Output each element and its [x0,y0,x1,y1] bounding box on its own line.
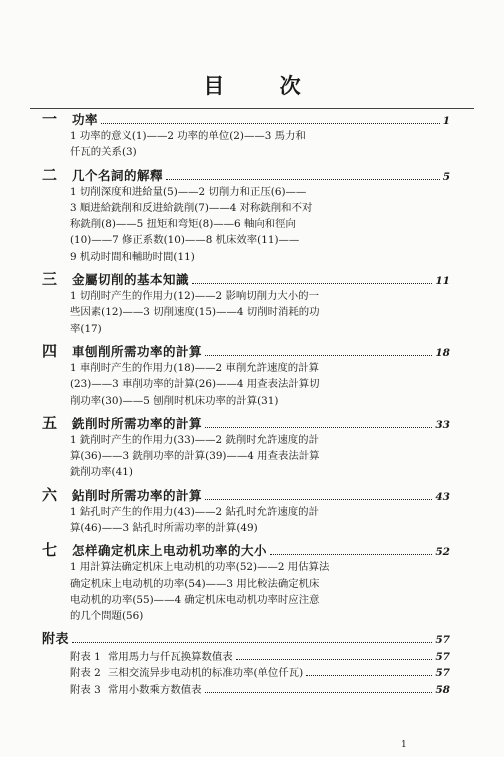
dot-leader [205,692,433,693]
subsection-line: 仟瓦的关系(3) [70,146,137,159]
dot-leader [205,427,432,428]
chapter-page-number: 43 [435,490,450,503]
appendix-heading[interactable] [42,628,450,648]
chapter-page-number: 52 [435,546,450,559]
subsection-line: (10)——7 修正系数(10)——8 机床效率(11)—— [70,234,300,247]
chapter-number: 四 [42,341,58,360]
subsection-line: 率(17) [70,322,102,335]
toc-chapter [42,268,450,337]
chapter-heading[interactable] [42,108,450,128]
appendix-item-label: 附表 3 [70,683,101,696]
chapter-title: 功率 [72,112,99,127]
appendix-item-page: 57 [435,667,450,680]
chapter-title: 怎样确定机床上电动机功率的大小 [72,543,268,559]
subsection-line: 1 切削时产生的作用力(12)——2 影响切削力大小的一 [70,290,319,303]
chapter-heading[interactable] [42,340,450,360]
table-of-contents [42,108,450,697]
subsection-line: 1 用計算法确定机床上电动机的功率(52)——2 用估算法 [70,561,330,574]
chapter-page-number: 1 [442,115,450,127]
chapter-number: 三 [42,270,58,289]
chapter-page-number: 11 [435,275,450,288]
appendix-item[interactable] [42,664,450,681]
chapter-page-number: 33 [435,418,450,431]
chapter-heading[interactable] [42,164,450,184]
dot-leader [270,554,432,555]
chapter-subsections [42,432,450,481]
appendix-page-number: 57 [435,633,450,646]
toc-chapter [42,484,450,537]
subsection-line: 削功率(30)——5 刨削时机床功率的計算(31) [70,394,279,407]
chapter-heading[interactable] [42,484,450,504]
subsection-line: 些因素(12)——3 切削速度(15)——4 切削时消耗的功 [70,306,320,319]
toc-chapter [42,164,450,265]
toc-chapter [42,340,450,409]
appendix-item[interactable] [42,648,450,665]
page-number: 1 [401,740,407,750]
appendix-item-title: 三相交流异步电动机的标准功率(单位仟瓦) [108,667,304,680]
dot-leader [205,355,432,356]
chapter-subsections [42,504,450,537]
subsection-line: 1 切削深度和进給量(5)——2 切削力和正压(6)—— [70,185,307,198]
chapter-heading[interactable] [42,539,450,559]
chapter-number: 六 [42,485,58,504]
subsection-line: 算(46)——3 鉆孔时所需功率的計算(49) [70,522,258,535]
subsection-line: 銑削功率(41) [70,466,133,479]
dot-leader [236,659,433,660]
dot-leader [205,499,432,500]
subsection-line: 1 鉆孔时产生的作用力(43)——2 鉆孔时允許速度的計 [70,505,319,518]
chapter-title: 車刨削所需功率的計算 [72,343,203,359]
subsection-line: 9 机动时間和輔助时間(11) [70,250,195,263]
subsection-line: 确定机床上电动机的功率(54)——3 用比較法确定机床 [70,577,320,590]
subsection-line: 称銑削(8)——5 扭矩和弯矩(8)——6 軸向和徑向 [70,218,296,231]
chapter-number: 二 [42,165,58,184]
dot-leader [192,283,432,284]
toc-chapter [42,108,450,161]
subsection-line: 1 銑削时产生的作用力(33)——2 銑削时允許速度的計 [70,433,319,446]
appendix-title: 附表 [42,631,70,647]
chapter-subsections [42,559,450,624]
appendix-item-title: 常用馬力与仟瓦换算数值表 [108,650,233,663]
toc-chapter [42,539,450,624]
chapter-title: 几个名詞的解釋 [72,167,164,183]
appendix-item-page: 57 [435,650,450,663]
chapter-title: 銑削时所需功率的計算 [72,415,203,431]
chapter-subsections [42,288,450,337]
appendix-item[interactable] [42,681,450,698]
appendix-item-label: 附表 1 [70,650,101,663]
appendix-item-title: 常用小数乘方数值表 [108,683,202,696]
dot-leader [72,642,432,643]
chapter-title: 金屬切削的基本知識 [72,272,190,288]
chapter-subsections [42,184,450,265]
subsection-line: 算(36)——3 銑削功率的計算(39)——4 用查表法計算 [70,450,320,463]
chapter-page-number: 5 [442,170,450,183]
appendix-item-label: 附表 2 [70,667,101,680]
chapter-title: 鉆削时所需功率的計算 [72,487,203,503]
subsection-line: 3 順进給銑削和反进給銑削(7)——4 对称銑削和不对 [70,201,313,214]
chapter-heading[interactable] [42,412,450,432]
chapter-number: 五 [42,413,58,432]
dot-leader [306,675,432,676]
subsection-line: (23)——3 車削功率的計算(26)——4 用查表法計算切 [70,378,320,391]
chapter-subsections [42,360,450,409]
subsection-line: 的几个問題(56) [70,610,144,623]
chapter-number: 七 [42,541,58,560]
page-title: 目 次 [203,73,325,98]
subsection-line: 1 車削时产生的作用力(18)——2 車削允許速度的計算 [70,361,319,374]
chapter-page-number: 18 [435,346,450,359]
dot-leader [166,179,440,180]
chapter-number: 一 [42,110,58,128]
appendix-item-page: 58 [435,683,450,696]
toc-chapter [42,412,450,481]
subsection-line: 电动机的功率(55)——4 确定机床电动机功率时应注意 [70,593,320,606]
chapter-subsections [42,128,450,161]
subsection-line: 1 功率的意义(1)——2 功率的单位(2)——3 馬力和 [70,130,306,142]
dot-leader [101,123,440,124]
chapter-heading[interactable] [42,268,450,288]
